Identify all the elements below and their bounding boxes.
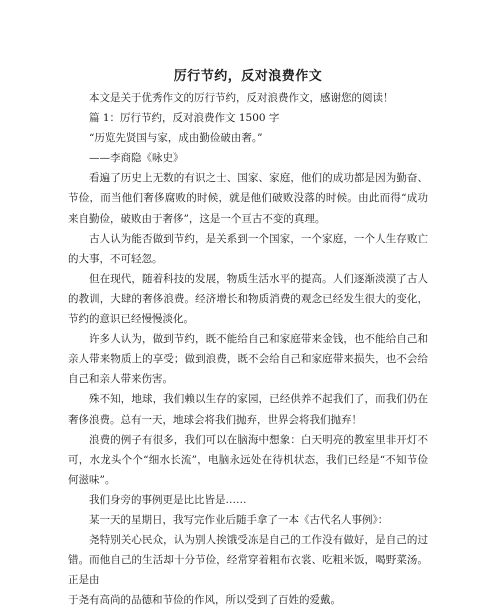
paragraph-intro: 本文是关于优秀作文的厉行节约，反对浪费作文，感谢您的阅读！ [89,92,394,104]
document-body [68,88,428,607]
paragraph-ancients: 古人认为能否做到节约，是关系到一个国家，一个家庭，一个人生存败亡的大事，不可轻忽。 [68,232,428,265]
document-title: 厉行节约，反对浪费作文 [173,69,323,84]
paragraph-cut-line: 于尧有高尚的品德和节俭的作风，所以受到了百姓的爱戴。 [68,594,341,607]
paragraph-quote-source: ——李商隐《咏史》 [89,152,184,165]
paragraph-modern: 但在现代，随着科技的发展，物质生活水平的提高。人们逐渐淡漠了古人的教训，大肆的奢侈浪费。经济增长和物质消费的观念已经发生很大的变化，节约的意识已经慢慢淡化。 [68,272,428,326]
paragraph-examples: 浪费的例子有很多，我们可以在脑海中想象：白天明亮的教室里非开灯不可，水龙头个个“细水长流”，电脑永远处在待机状态，我们已经是“不知节俭何滋味”。 [68,433,428,486]
paragraph-yao: 尧特别关心民众，认为别人挨饿受冻是自己的工作没有做好，是自己的过错。而他自己的生活却十分节俭，经常穿着粗布衣裳、吃粗米饭，喝野菜汤。正是由 [68,534,428,587]
paragraph-everywhere: 我们身旁的事例更是比比皆是…… [89,493,247,506]
paragraph-sunday: 某一天的星期日，我写完作业后随手拿了一本《古代名人事例》： [89,513,389,526]
paragraph-earth: 殊不知，地球，我们赖以生存的家园，已经供养不起我们了，而我们仍在奢侈浪费。总有一天，地球会将我们抛弃，世界会将我们抛弃！ [68,393,428,426]
paragraph-history: 看遍了历史上无数的有识之士、国家、家庭，他们的成功都是因为勤奋、节俭，而当他们奢侈腐败的时候，就是他们破败没落的时候。由此而得“成功来自勤俭，破败由于奢侈”，这是一个亘古不变的真理。 [68,172,428,225]
paragraph-quote: “历览先贤国与家，成由勤俭破由奢。” [89,132,263,145]
paragraph-article-heading: 篇 1：厉行节约，反对浪费作文 1500 字 [89,112,280,125]
paragraph-opinions: 许多人认为，做到节约，既不能给自己和家庭带来金钱，也不能给自己和亲人带来物质上的享受；做到浪费，既不会给自己和家庭带来损失，也不会给自己和亲人带来伤害。 [68,333,428,386]
